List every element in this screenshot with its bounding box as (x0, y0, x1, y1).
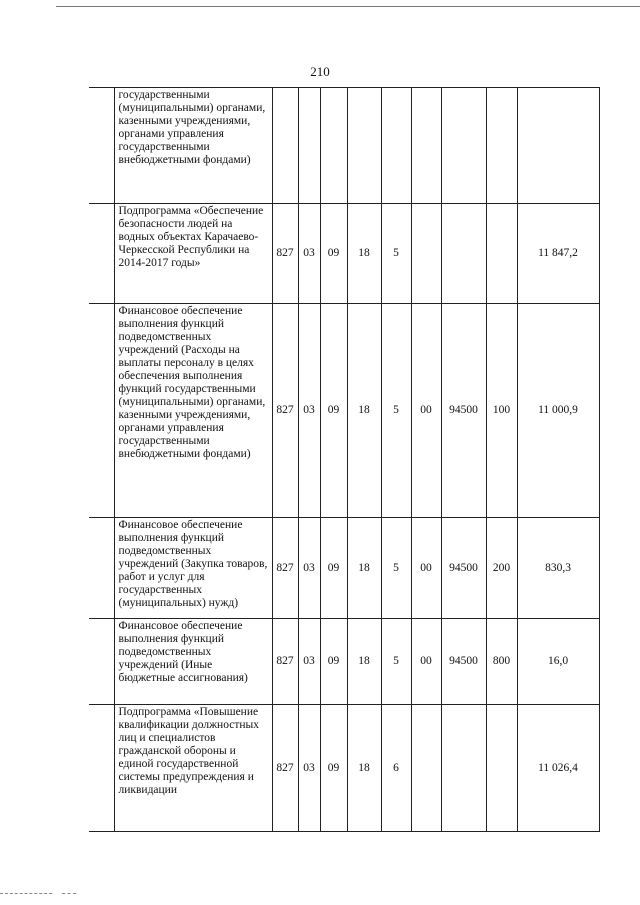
expense-type-code (486, 705, 517, 832)
section-code: 03 (298, 518, 320, 619)
subsection-code: 09 (320, 204, 347, 304)
ministry-code (272, 88, 298, 204)
direction-code: 94500 (441, 518, 486, 619)
direction-code: 94500 (441, 304, 486, 518)
table-row (89, 705, 599, 832)
subprogram-code (381, 88, 411, 204)
subprogram-code: 5 (381, 304, 411, 518)
program-code: 18 (347, 518, 381, 619)
blank-cell (89, 518, 114, 619)
program-code (347, 88, 381, 204)
main-activity-code (411, 705, 441, 832)
table-row (89, 304, 599, 518)
subprogram-code: 6 (381, 705, 411, 832)
main-activity-code: 00 (411, 518, 441, 619)
subprogram-code: 5 (381, 619, 411, 705)
subsection-code: 09 (320, 518, 347, 619)
row-description: государственными (муниципальными) органами, казенными учреждениями, органами управления государственными внебюджетными фондами) (114, 88, 272, 204)
expense-type-code (486, 88, 517, 204)
amount-value: 16,0 (517, 619, 599, 705)
blank-cell (89, 88, 114, 204)
amount-value: 830,3 (517, 518, 599, 619)
ministry-code: 827 (272, 518, 298, 619)
table-row (89, 518, 599, 619)
amount-value: 11 000,9 (517, 304, 599, 518)
main-activity-code: 00 (411, 304, 441, 518)
main-activity-code: 00 (411, 619, 441, 705)
ministry-code: 827 (272, 619, 298, 705)
subsection-code (320, 88, 347, 204)
main-activity-code (411, 88, 441, 204)
budget-table (89, 87, 600, 832)
table-row (89, 88, 599, 204)
section-code: 03 (298, 619, 320, 705)
expense-type-code (486, 204, 517, 304)
row-description: Финансовое обеспечение выполнения функций подведомственных учреждений (Иные бюджетные ассигнования) (114, 619, 272, 705)
expense-type-code: 800 (486, 619, 517, 705)
section-code (298, 88, 320, 204)
subprogram-code: 5 (381, 518, 411, 619)
subprogram-code: 5 (381, 204, 411, 304)
table-row (89, 204, 599, 304)
subsection-code: 09 (320, 705, 347, 832)
scan-artifact-line (0, 893, 52, 894)
ministry-code: 827 (272, 304, 298, 518)
blank-cell (89, 304, 114, 518)
expense-type-code: 200 (486, 518, 517, 619)
scan-artifact-line (62, 893, 76, 894)
direction-code (441, 705, 486, 832)
program-code: 18 (347, 705, 381, 832)
section-code: 03 (298, 204, 320, 304)
subsection-code: 09 (320, 304, 347, 518)
top-scan-rule (56, 6, 640, 7)
ministry-code: 827 (272, 705, 298, 832)
blank-cell (89, 619, 114, 705)
amount-value: 11 847,2 (517, 204, 599, 304)
program-code: 18 (347, 204, 381, 304)
section-code: 03 (298, 705, 320, 832)
blank-cell (89, 204, 114, 304)
blank-cell (89, 705, 114, 832)
program-code: 18 (347, 304, 381, 518)
row-description: Финансовое обеспечение выполнения функций подведомственных учреждений (Расходы на выплаты персоналу в целях обеспечения выполнения функций государственными (муниципальными) органами, казенными учреждениями, органами управления государственными внебюджетными фондами) (114, 304, 272, 518)
row-description: Подпрограмма «Повышение квалификации должностных лиц и специалистов гражданской обороны и единой государственной системы предупреждения и ликвидации (114, 705, 272, 832)
amount-value: 11 026,4 (517, 705, 599, 832)
expense-type-code: 100 (486, 304, 517, 518)
section-code: 03 (298, 304, 320, 518)
main-activity-code (411, 204, 441, 304)
subsection-code: 09 (320, 619, 347, 705)
direction-code (441, 88, 486, 204)
row-description: Финансовое обеспечение выполнения функций подведомственных учреждений (Закупка товаров, работ и услуг для государственных (муниципальных) нужд) (114, 518, 272, 619)
direction-code: 94500 (441, 619, 486, 705)
ministry-code: 827 (272, 204, 298, 304)
amount-value (517, 88, 599, 204)
direction-code (441, 204, 486, 304)
table-row (89, 619, 599, 705)
program-code: 18 (347, 619, 381, 705)
row-description: Подпрограмма «Обеспечение безопасности людей на водных объектах Карачаево-Черкесской Республики на 2014-2017 годы» (114, 204, 272, 304)
page-number: 210 (310, 64, 330, 79)
